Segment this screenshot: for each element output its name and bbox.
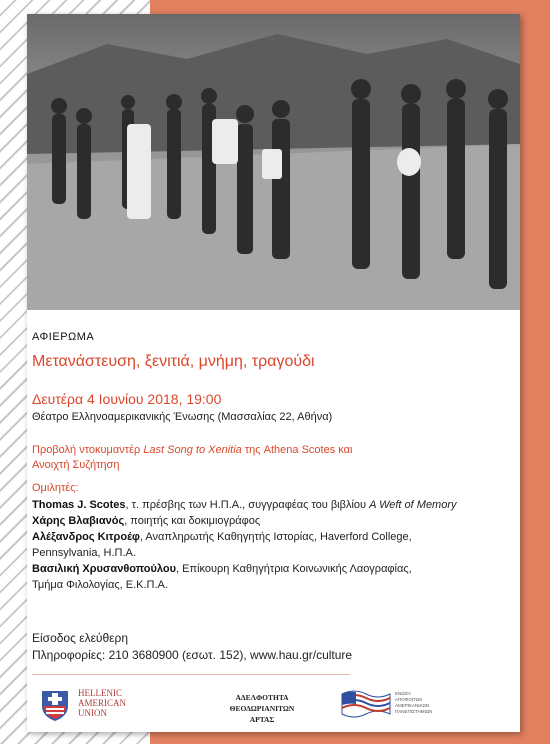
poster-card — [27, 14, 520, 732]
speakers-list — [32, 497, 512, 593]
speaker-desc: , Αναπληρωτής Καθηγητής Ιστορίας, Haverford College, — [139, 531, 412, 543]
contact-info: Πληροφορίες: 210 3680900 (εσωτ. 152), www.hau.gr/culture — [32, 648, 353, 662]
screening-line2: Ανοιχτή Συζήτηση — [32, 459, 120, 471]
speaker-desc: , Επίκουρη Καθηγήτρια Κοινωνικής Λαογραφίας, — [176, 563, 412, 575]
speaker-desc: , τ. πρέσβης των Η.Π.Α., συγγραφέας του βιβλίου — [125, 499, 370, 511]
event-venue: Θέατρο Ελληνοαμερικανικής Ένωσης (Μασσαλίας 22, Αθήνα) — [32, 411, 333, 423]
screening-info — [32, 443, 432, 473]
flag-logo-text: ΕΝΩΣΗ ΑΠΟΦΟΙΤΩΝ ΑΜΕΡΙΚΑΝΙΚΩΝ ΠΑΝΕΠΙΣΤΗΜΙΩΝ — [395, 691, 433, 714]
speaker-desc-line2: Pennsylvania, Η.Π.Α. — [32, 547, 136, 559]
speaker-item — [32, 513, 512, 529]
entry-info: Είσοδος ελεύθερη — [32, 631, 129, 645]
alumni-association-logo — [340, 686, 450, 720]
speaker-name: Χάρης Βλαβιανός — [32, 515, 125, 527]
divider — [32, 674, 350, 675]
brotherhood-logo: ΑΔΕΛΦΟΤΗΤΑ ΘΕΟΔΩΡΙΑΝΙΤΩΝ ΑΡΤΑΣ — [229, 693, 295, 724]
speaker-item — [32, 497, 512, 513]
hau-logo-text: HELLENIC AMERICAN UNION — [78, 688, 127, 718]
film-title: Last Song to Xenitia — [143, 444, 242, 456]
event-date: Δευτέρα 4 Ιουνίου 2018, 19:00 — [32, 391, 222, 407]
screening-prefix: Προβολή ντοκυμαντέρ — [32, 444, 144, 456]
speaker-name: Thomas J. Scotes — [32, 499, 126, 511]
speaker-item — [32, 561, 512, 593]
speaker-name: Αλέξανδρος Κιτροέφ — [32, 531, 140, 543]
speaker-name: Βασιλική Χρυσανθοπούλου — [32, 563, 177, 575]
book-title: A Weft of Memory — [369, 499, 457, 511]
speaker-item — [32, 529, 512, 561]
flag-icon — [340, 686, 392, 718]
speakers-label: Ομιλητές: — [32, 482, 79, 494]
shield-icon — [38, 688, 72, 722]
hau-logo — [38, 688, 138, 722]
archival-photo — [27, 14, 520, 310]
photo-illustration — [27, 14, 520, 310]
speaker-desc-line2: Τμήμα Φιλολογίας, Ε.Κ.Π.Α. — [32, 579, 168, 591]
eyebrow-label: ΑΦΙΕΡΩΜΑ — [32, 331, 95, 343]
page-title: Μετανάστευση, ξενιτιά, μνήμη, τραγούδι — [32, 353, 315, 370]
screening-suffix: της Athena Scotes και — [241, 444, 353, 456]
speaker-desc: , ποιητής και δοκιμιογράφος — [124, 515, 261, 527]
